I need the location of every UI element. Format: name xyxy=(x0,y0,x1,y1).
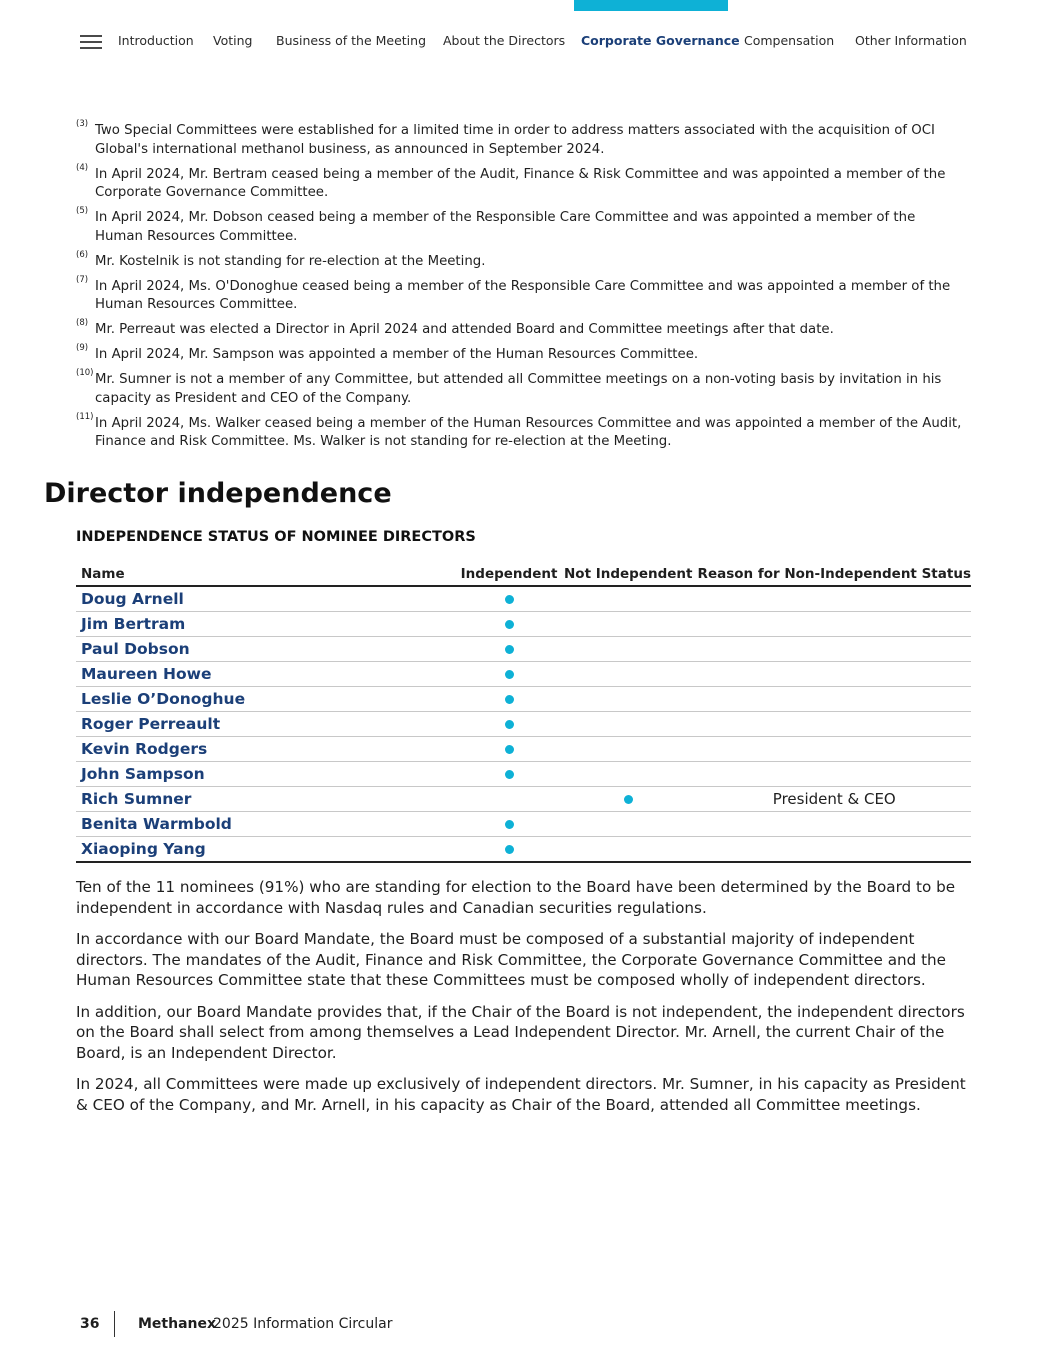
independent-cell xyxy=(459,712,559,737)
nav-corporate-governance[interactable]: Corporate Governance xyxy=(581,33,740,48)
reason-cell xyxy=(698,762,971,787)
table-row xyxy=(76,687,971,712)
footnote xyxy=(76,318,966,340)
footnote-text: In April 2024, Ms. Walker ceased being a member of the Human Resources Committee and was appointed a member of the Audit, Finance and Risk Committee. Ms. Walker is not standing for re-election at the Meeting. xyxy=(95,415,962,449)
footnote-text: Mr. Sumner is not a member of any Committee, but attended all Committee meetings on a non-voting basis by invitation in his capacity as President and CEO of the Company. xyxy=(95,372,942,406)
footnote xyxy=(76,249,966,272)
footnote-number: (11) xyxy=(76,411,94,422)
reason-cell xyxy=(698,687,971,712)
active-tab-indicator xyxy=(574,0,728,11)
not-independent-dot-icon xyxy=(624,795,633,804)
footnote-number: (3) xyxy=(76,119,89,129)
not-independent-cell xyxy=(559,637,698,662)
section-title: Director independence xyxy=(44,478,392,509)
independent-cell xyxy=(459,812,559,837)
footnote-text: In April 2024, Mr. Bertram ceased being a member of the Audit, Finance & Risk Committee and was appointed a member of the Corporate Governance Committee. xyxy=(95,166,946,200)
independent-cell xyxy=(459,662,559,687)
table-row xyxy=(76,787,971,812)
table-header-row xyxy=(76,562,971,586)
director-name[interactable]: Roger Perreault xyxy=(76,712,459,737)
nav-voting[interactable]: Voting xyxy=(213,33,253,48)
reason-cell xyxy=(698,612,971,637)
table-row xyxy=(76,837,971,863)
nav-business-of-the-meeting[interactable]: Business of the Meeting xyxy=(276,33,426,48)
not-independent-cell xyxy=(559,662,698,687)
independent-dot-icon xyxy=(505,645,514,654)
not-independent-cell xyxy=(559,586,698,612)
not-independent-cell xyxy=(559,612,698,637)
header-not-independent: Not Independent xyxy=(559,562,698,586)
independent-cell xyxy=(459,837,559,863)
footnote-number: (8) xyxy=(76,318,89,328)
nav-compensation[interactable]: Compensation xyxy=(744,33,835,48)
body-paragraph: Ten of the 11 nominees (91%) who are standing for election to the Board have been determined by the Board to be independent in accordance with Nasdaq rules and Canadian securities regulations. xyxy=(76,878,956,917)
table-row xyxy=(76,712,971,737)
independent-cell xyxy=(459,586,559,612)
footnote-number: (7) xyxy=(76,274,89,285)
reason-cell: President & CEO xyxy=(698,787,971,812)
independence-table xyxy=(76,562,971,863)
reason-cell xyxy=(698,586,971,612)
table-row xyxy=(76,812,971,837)
director-name[interactable]: Rich Sumner xyxy=(76,787,459,812)
not-independent-cell xyxy=(559,812,698,837)
footnote-text: Mr. Perreaut was elected a Director in April 2024 and attended Board and Committee meetings after that date. xyxy=(95,322,834,337)
not-independent-cell xyxy=(559,687,698,712)
header-name: Name xyxy=(76,562,459,586)
footnote-text: In April 2024, Mr. Sampson was appointed a member of the Human Resources Committee. xyxy=(95,347,699,362)
body-paragraph: In 2024, all Committees were made up exclusively of independent directors. Mr. Sumner, in his capacity as President & CEO of the Company, and Mr. Arnell, in his capacity as Chair of the Board, attended all Committee meetings. xyxy=(76,1075,966,1114)
nav-about-the-directors[interactable]: About the Directors xyxy=(443,33,566,48)
footnote-text: In April 2024, Mr. Dobson ceased being a member of the Responsible Care Committee and was appointed a member of the Human Resources Committee. xyxy=(95,210,916,244)
not-independent-cell xyxy=(559,787,698,812)
footnote-number: (4) xyxy=(76,162,89,173)
footnote-number: (10) xyxy=(76,368,94,378)
footnote-number: (5) xyxy=(76,206,89,216)
footnote xyxy=(76,206,966,246)
reason-cell xyxy=(698,837,971,863)
footnote xyxy=(76,343,966,365)
header-independent: Independent xyxy=(459,562,559,586)
director-name[interactable]: Maureen Howe xyxy=(76,662,459,687)
director-name[interactable]: Xiaoping Yang xyxy=(76,837,459,863)
footnote-text: In April 2024, Ms. O'Donoghue ceased being a member of the Responsible Care Committee and was appointed a member of the Human Resources Committee. xyxy=(95,278,951,312)
footnote xyxy=(76,368,966,408)
table-row xyxy=(76,762,971,787)
body-paragraph: In accordance with our Board Mandate, the Board must be composed of a substantial majority of independent directors. The mandates of the Audit, Finance and Risk Committee, the Corporate Governance Committee and the Human Resources Committee state that these Committees must be composed wholly of independent directors. xyxy=(76,930,947,989)
reason-cell xyxy=(698,637,971,662)
reason-cell xyxy=(698,662,971,687)
independent-dot-icon xyxy=(505,595,514,604)
independent-cell xyxy=(459,762,559,787)
table-row xyxy=(76,662,971,687)
independent-dot-icon xyxy=(505,695,514,704)
director-name[interactable]: Jim Bertram xyxy=(76,612,459,637)
reason-cell xyxy=(698,712,971,737)
reason-cell xyxy=(698,737,971,762)
independent-cell xyxy=(459,612,559,637)
independent-cell xyxy=(459,637,559,662)
footnote-number: (6) xyxy=(76,249,89,260)
not-independent-cell xyxy=(559,837,698,863)
independent-dot-icon xyxy=(505,720,514,729)
hamburger-menu-icon[interactable] xyxy=(80,35,102,49)
table-row xyxy=(76,637,971,662)
independent-cell xyxy=(459,687,559,712)
footnote-text: Mr. Kostelnik is not standing for re-election at the Meeting. xyxy=(95,253,486,269)
table-row xyxy=(76,586,971,612)
reason-cell xyxy=(698,812,971,837)
footer-brand: Methanex xyxy=(138,1316,217,1332)
nav-other-information[interactable]: Other Information xyxy=(855,33,967,48)
footer-divider xyxy=(114,1311,115,1337)
footer-document-title: 2025 Information Circular xyxy=(213,1316,393,1332)
footnote xyxy=(76,119,966,159)
table-title: INDEPENDENCE STATUS OF NOMINEE DIRECTORS xyxy=(76,529,476,545)
director-name[interactable]: Paul Dobson xyxy=(76,637,459,662)
nav-introduction[interactable]: Introduction xyxy=(118,33,194,48)
independent-cell xyxy=(459,787,559,812)
independent-dot-icon xyxy=(505,770,514,779)
director-name[interactable]: Kevin Rodgers xyxy=(76,737,459,762)
not-independent-cell xyxy=(559,737,698,762)
independent-dot-icon xyxy=(505,670,514,679)
director-name[interactable]: Doug Arnell xyxy=(76,586,459,612)
independent-dot-icon xyxy=(505,845,514,854)
independent-cell xyxy=(459,737,559,762)
page-number: 36 xyxy=(80,1316,100,1332)
footnote-text: Two Special Committees were established for a limited time in order to address matters associated with the acquisition of OCI Global's international methanol business, as announced in September 2024. xyxy=(95,123,935,157)
independent-dot-icon xyxy=(505,820,514,829)
table-row xyxy=(76,612,971,637)
independent-dot-icon xyxy=(505,745,514,754)
body-paragraph: In addition, our Board Mandate provides that, if the Chair of the Board is not independent, the independent directors on the Board shall select from among themselves a Lead Independent Director. Mr. Arnell, the current Chair of the Board, is an Independent Director. xyxy=(76,1002,965,1062)
footnote xyxy=(76,274,966,315)
not-independent-cell xyxy=(559,762,698,787)
footnote-number: (9) xyxy=(76,343,89,353)
not-independent-cell xyxy=(559,712,698,737)
body-text xyxy=(76,877,972,1126)
footnote xyxy=(76,162,966,203)
independent-dot-icon xyxy=(505,620,514,629)
director-name[interactable]: John Sampson xyxy=(76,762,459,787)
table-row xyxy=(76,737,971,762)
footnote xyxy=(76,411,966,452)
director-name[interactable]: Leslie O’Donoghue xyxy=(76,687,459,712)
director-name[interactable]: Benita Warmbold xyxy=(76,812,459,837)
header-reason: Reason for Non-Independent Status xyxy=(698,562,971,586)
footnotes xyxy=(76,119,966,458)
